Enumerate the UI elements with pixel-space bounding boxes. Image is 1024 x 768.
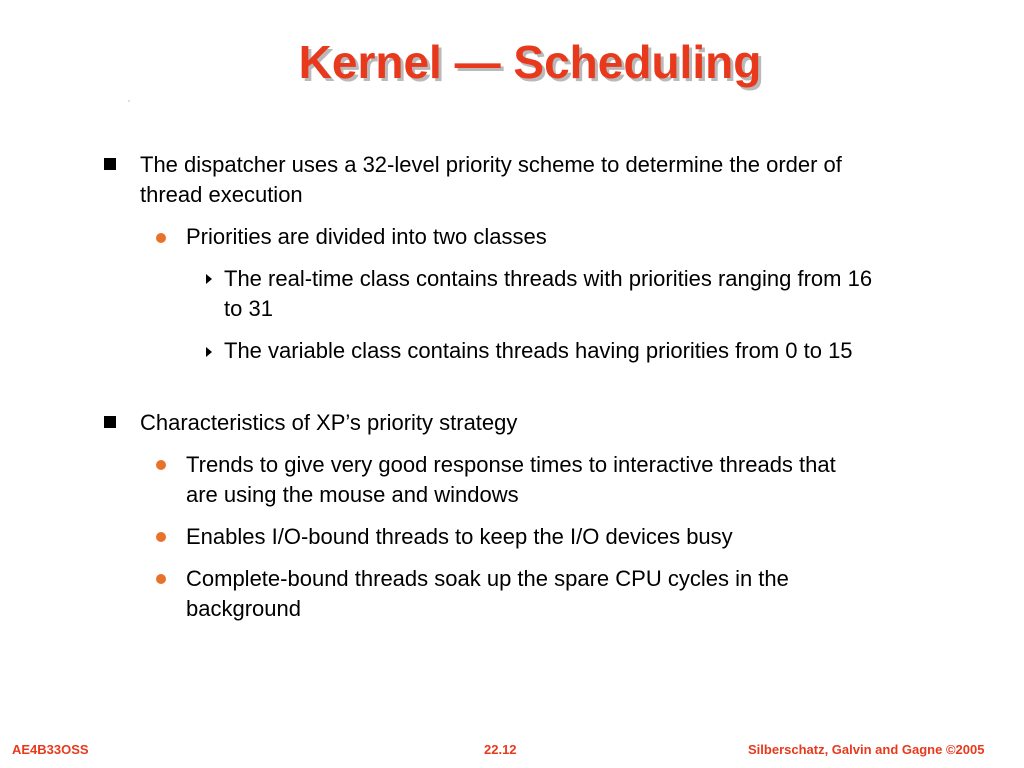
footer-course: AE4B33OSS [12, 742, 89, 757]
bullet-variable-class [224, 336, 884, 366]
footer-page-number: 22.12 [484, 742, 517, 757]
bullet-realtime-class [224, 264, 892, 324]
bullet-text: Characteristics of XP’s priority strategy [140, 410, 518, 435]
bullet-text: Complete-bound threads soak up the spare CPU cycles in the background [186, 566, 789, 621]
arrow-bullet-icon [206, 274, 212, 284]
square-bullet-icon [104, 158, 116, 170]
bullet-io-bound [186, 522, 886, 552]
arrow-bullet-icon [206, 347, 212, 357]
bullet-response-times [186, 450, 846, 510]
bullet-complete-bound [186, 564, 866, 624]
bullet-text: The dispatcher uses a 32-level priority scheme to determine the order of thread execution [140, 152, 842, 207]
dot-bullet-icon [156, 460, 166, 470]
bullet-text: Priorities are divided into two classes [186, 224, 547, 249]
bullet-text: Trends to give very good response times to interactive threads that are using the mouse and windows [186, 452, 836, 507]
slide-title: Kernel — Scheduling [298, 36, 762, 88]
bullet-priorities-classes [186, 222, 866, 252]
dot-bullet-icon [156, 233, 166, 243]
dot-bullet-icon [156, 574, 166, 584]
bullet-text: The variable class contains threads having priorities from 0 to 15 [224, 338, 853, 363]
bullet-characteristics [140, 408, 880, 438]
footer-copyright: Silberschatz, Galvin and Gagne ©2005 [748, 742, 985, 757]
bullet-text: Enables I/O-bound threads to keep the I/O devices busy [186, 524, 733, 549]
bullet-text: The real-time class contains threads with priorities ranging from 16 to 31 [224, 266, 873, 321]
square-bullet-icon [104, 416, 116, 428]
bullet-dispatcher [140, 150, 880, 210]
dot-bullet-icon [156, 532, 166, 542]
